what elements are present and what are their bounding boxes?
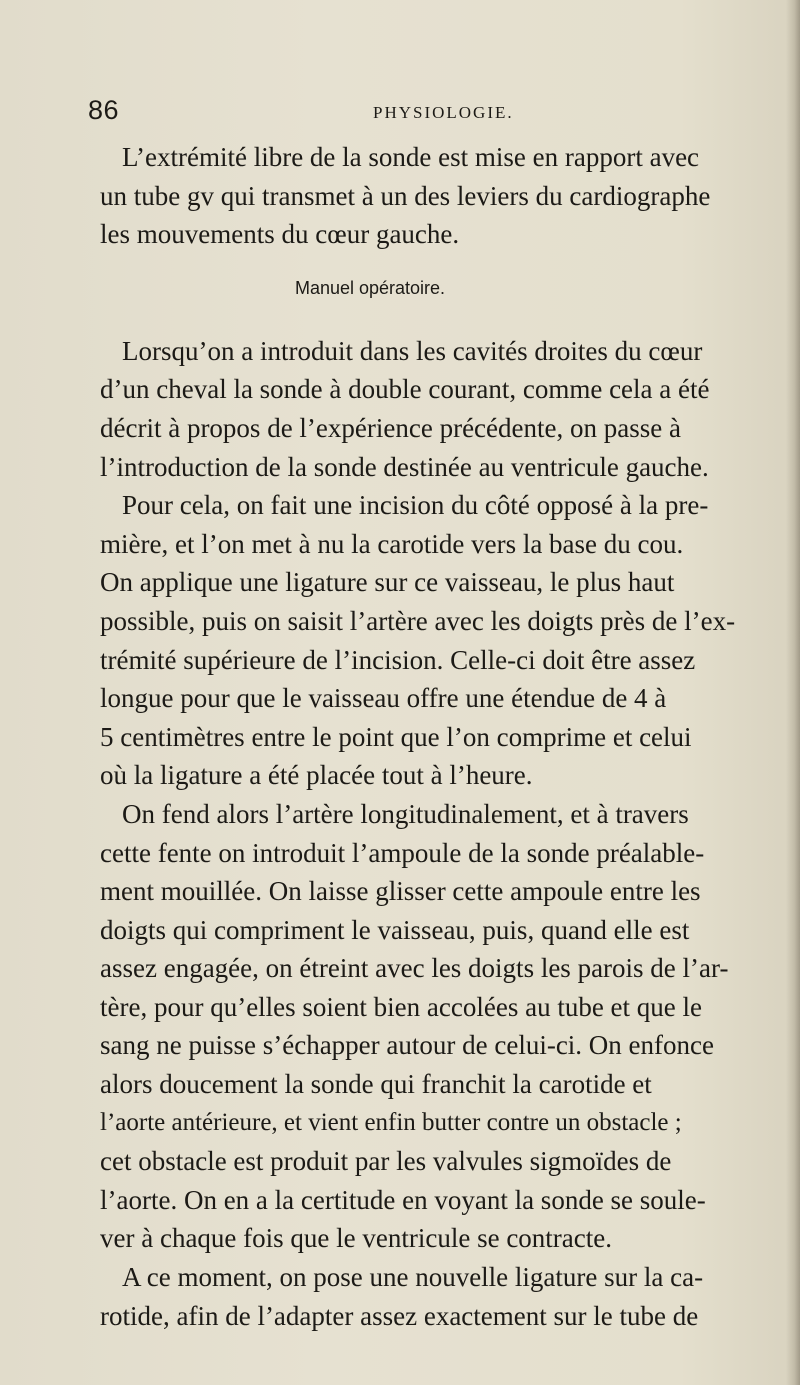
- text-line: ment mouillée. On laisse glisser cette ampoule entre les: [100, 876, 701, 907]
- text-line: tère, pour qu’elles soient bien accolées au tube et que le: [100, 991, 703, 1022]
- paragraph-ligature: [100, 1258, 760, 1335]
- text-line: alors doucement la sonde qui franchit la carotide et: [100, 1069, 652, 1100]
- text-line: possible, puis on saisit l’artère avec les doigts près de l’ex-: [100, 605, 736, 636]
- paragraph-artere: [100, 795, 760, 1258]
- text-line: cet obstacle est produit par les valvules sigmoïdes de: [100, 1146, 672, 1177]
- text-line: Pour cela, on fait une incision du côté opposé à la pre-: [122, 490, 709, 521]
- page-number: 86: [88, 95, 120, 125]
- page-header: [88, 95, 708, 135]
- page-edge-shadow: [786, 0, 800, 1385]
- text-line: ver à chaque fois que le ventricule se contracte.: [100, 1223, 612, 1254]
- text-line: les mouvements du cœur gauche.: [100, 219, 460, 250]
- text-line: sang ne puisse s’échapper autour de celui-ci. On enfonce: [100, 1030, 714, 1061]
- running-head: PHYSIOLOGIE.: [373, 103, 514, 122]
- text-line: L’extrémité libre de la sonde est mise en rapport avec: [122, 142, 700, 172]
- text-line: On fend alors l’artère longitudinalement, et à travers: [122, 798, 689, 829]
- text-line: mière, et l’on met à nu la carotide vers la base du cou.: [100, 528, 684, 559]
- text-line: l’aorte antérieure, et vient enfin butter contre un obstacle ;: [100, 1108, 682, 1136]
- section-title: Manuel opératoire.: [294, 277, 446, 298]
- text-line: rotide, afin de l’adapter assez exactement sur le tube de: [100, 1300, 699, 1331]
- text-line: assez engagée, on étreint avec les doigts les parois de l’ar-: [100, 953, 729, 984]
- text-line: trémité supérieure de l’incision. Celle-ci doit être assez: [100, 644, 696, 675]
- text-line: Lorsqu’on a introduit dans les cavités droites du cœur: [122, 335, 703, 366]
- text-line: où la ligature a été placée tout à l’heure.: [100, 760, 533, 791]
- text-line: d’un cheval la sonde à double courant, comme cela a été: [100, 374, 710, 405]
- paragraph-incision: [100, 486, 760, 795]
- paragraph-introduction-sonde: [100, 332, 760, 486]
- text-line: l’aorte. On en a la certitude en voyant la sonde se soule-: [100, 1184, 706, 1215]
- text-line: décrit à propos de l’expérience précédente, on passe à: [100, 412, 681, 443]
- text-line: On applique une ligature sur ce vaisseau, le plus haut: [100, 567, 675, 598]
- text-line: un tube gv qui transmet à un des leviers du cardiographe: [100, 180, 711, 211]
- text-line: A ce moment, on pose une nouvelle ligature sur la ca-: [122, 1262, 704, 1293]
- text-line: longue pour que le vaisseau offre une étendue de 4 à: [100, 683, 667, 714]
- text-line: doigts qui compriment le vaisseau, puis, quand elle est: [100, 914, 690, 945]
- body-text: [100, 138, 760, 1335]
- text-line: l’introduction de la sonde destinée au ventricule gauche.: [100, 451, 709, 482]
- paragraph-intro: [100, 138, 760, 254]
- text-line: 5 centimètres entre le point que l’on comprime et celui: [100, 721, 692, 752]
- text-line: cette fente on introduit l’ampoule de la sonde préalable-: [100, 837, 705, 868]
